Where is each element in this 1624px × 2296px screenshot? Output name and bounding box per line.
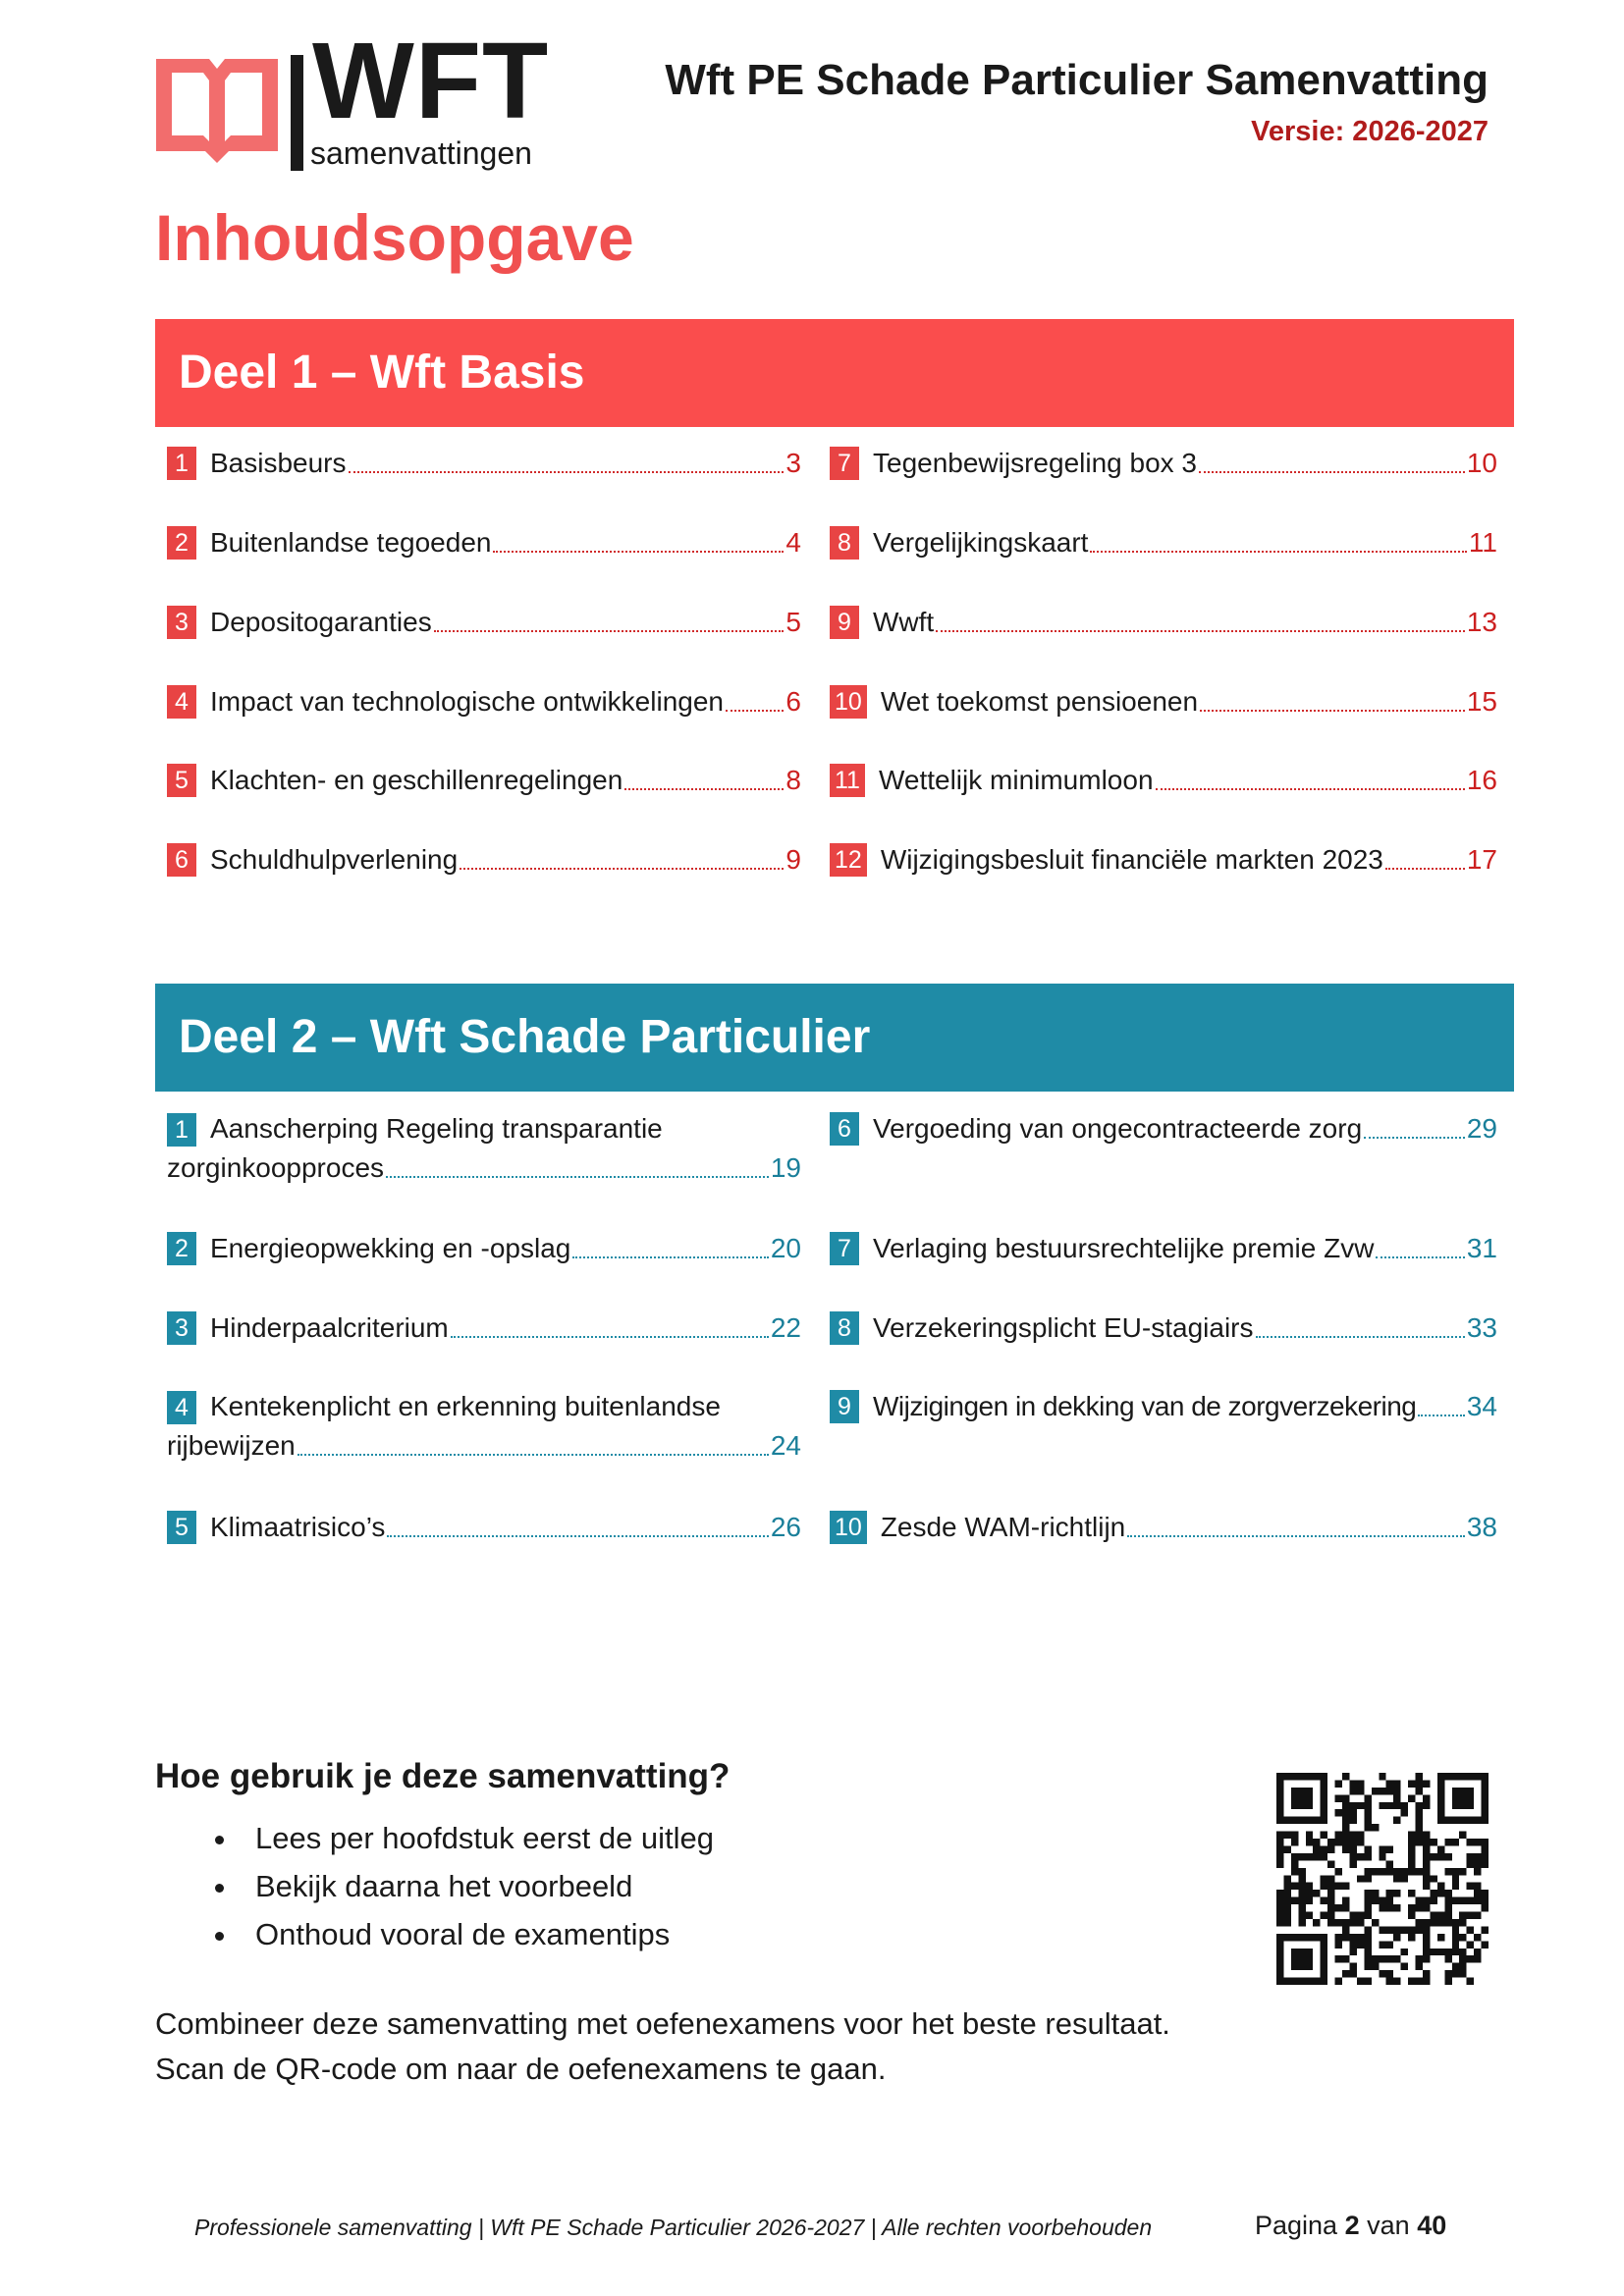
chapter-number: 12 bbox=[830, 843, 867, 877]
chapter-number: 7 bbox=[830, 447, 859, 480]
chapter-title: Vergoeding van ongecontracteerde zorg bbox=[873, 1113, 1363, 1144]
dot-leader bbox=[1200, 710, 1465, 712]
page-number: 4 bbox=[785, 527, 801, 558]
chapter-title: Buitenlandse tegoeden bbox=[210, 527, 492, 558]
chapter-title: Basisbeurs bbox=[210, 448, 347, 478]
toc-entry[interactable] bbox=[830, 444, 1497, 483]
page-number: 9 bbox=[785, 844, 801, 875]
toc-entry[interactable] bbox=[830, 1387, 1497, 1426]
chapter-number: 3 bbox=[167, 1311, 196, 1345]
chapter-title: Wet toekomst pensioenen bbox=[880, 686, 1199, 717]
dot-leader bbox=[572, 1256, 768, 1258]
page-number: 33 bbox=[1466, 1312, 1497, 1343]
usage-list bbox=[196, 1814, 714, 1958]
usage-item: • Lees per hoofdstuk eerst de uitleg bbox=[240, 1814, 714, 1862]
chapter-title: Energieopwekking en -opslag bbox=[210, 1233, 571, 1263]
footer-text: Professionele samenvatting | Wft PE Schade Particulier 2026-2027 | Alle rechten voorbehouden bbox=[194, 2215, 1153, 2240]
total-pages: 40 bbox=[1417, 2211, 1447, 2240]
current-page: 2 bbox=[1344, 2211, 1360, 2240]
page-number: 22 bbox=[770, 1312, 801, 1343]
toc-entry[interactable] bbox=[830, 1308, 1497, 1348]
chapter-number: 8 bbox=[830, 526, 859, 560]
dot-leader bbox=[1256, 1336, 1465, 1338]
closing-text: Scan de QR-code om naar de oefenexamens te gaan. bbox=[155, 2052, 887, 2086]
dot-leader bbox=[451, 1336, 769, 1338]
page-indicator bbox=[1255, 2211, 1446, 2241]
dot-leader bbox=[493, 551, 784, 553]
section-header-deel1: Deel 1 – Wft Basis bbox=[155, 319, 1514, 427]
dot-leader bbox=[1199, 471, 1465, 473]
page-number: 20 bbox=[770, 1233, 801, 1263]
chapter-number: 8 bbox=[830, 1311, 859, 1345]
document-version: Versie: 2026-2027 bbox=[1251, 116, 1489, 147]
toc-entry[interactable] bbox=[167, 1387, 801, 1466]
chapter-number: 6 bbox=[167, 843, 196, 877]
dot-leader bbox=[1376, 1256, 1464, 1258]
chapter-title: Hinderpaalcriterium bbox=[210, 1312, 449, 1343]
chapter-title: Wwft bbox=[873, 607, 935, 637]
chapter-title: Aanscherping Regeling transparantie bbox=[210, 1113, 663, 1144]
toc-entry[interactable] bbox=[830, 1229, 1497, 1268]
chapter-number: 3 bbox=[167, 606, 196, 639]
chapter-title: Kentekenplicht en erkenning buitenlandse bbox=[210, 1391, 721, 1421]
dot-leader bbox=[1418, 1415, 1464, 1416]
page-number: 3 bbox=[785, 448, 801, 478]
usage-title: Hoe gebruik je deze samenvatting? bbox=[155, 1757, 731, 1795]
toc-entry[interactable] bbox=[167, 603, 801, 642]
chapter-title: Schuldhulpverlening bbox=[210, 844, 459, 875]
dot-leader bbox=[434, 630, 785, 632]
chapter-number: 10 bbox=[830, 685, 867, 719]
toc-entry[interactable] bbox=[167, 682, 801, 721]
chapter-title-continued: zorginkoopproces bbox=[167, 1152, 385, 1183]
chapter-title: Klimaatrisico’s bbox=[210, 1512, 386, 1542]
chapter-title: Wijzigingsbesluit financiële markten 2023 bbox=[880, 844, 1383, 875]
chapter-title: Wijzigingen in dekking van de zorgverzekering bbox=[873, 1391, 1417, 1421]
chapter-number: 5 bbox=[167, 1511, 196, 1544]
dot-leader bbox=[624, 788, 784, 790]
dot-leader bbox=[1090, 551, 1466, 553]
dot-leader bbox=[1385, 868, 1465, 870]
page-number: 34 bbox=[1466, 1391, 1497, 1421]
toc-entry[interactable] bbox=[167, 1508, 801, 1547]
page-number: 38 bbox=[1466, 1512, 1497, 1542]
page-number: 13 bbox=[1466, 607, 1497, 637]
page-number: 15 bbox=[1466, 686, 1497, 717]
chapter-number: 10 bbox=[830, 1511, 867, 1544]
toc-entry[interactable] bbox=[167, 523, 801, 562]
toc-entry[interactable] bbox=[167, 1109, 801, 1188]
dot-leader bbox=[1156, 788, 1465, 790]
chapter-number: 7 bbox=[830, 1232, 859, 1265]
chapter-number: 2 bbox=[167, 1232, 196, 1265]
toc-entry[interactable] bbox=[167, 840, 801, 880]
usage-item: • Bekijk daarna het voorbeeld bbox=[240, 1862, 714, 1910]
dot-leader bbox=[349, 471, 785, 473]
page-of: van bbox=[1367, 2211, 1410, 2240]
chapter-title: Impact van technologische ontwikkelingen bbox=[210, 686, 724, 717]
dot-leader bbox=[726, 710, 784, 712]
dot-leader bbox=[460, 868, 784, 870]
dot-leader bbox=[1127, 1535, 1465, 1537]
toc-entry[interactable] bbox=[830, 1508, 1497, 1547]
chapter-number: 4 bbox=[167, 685, 196, 719]
toc-entry[interactable] bbox=[167, 761, 801, 800]
page-number: 17 bbox=[1466, 844, 1497, 875]
chapter-title: Tegenbewijsregeling box 3 bbox=[873, 448, 1197, 478]
chapter-title: Vergelijkingskaart bbox=[873, 527, 1089, 558]
page-number: 6 bbox=[785, 686, 801, 717]
page-number: 26 bbox=[770, 1512, 801, 1542]
page-number: 19 bbox=[770, 1152, 801, 1183]
chapter-number: 4 bbox=[167, 1391, 196, 1424]
section-header-deel2: Deel 2 – Wft Schade Particulier bbox=[155, 984, 1514, 1092]
chapter-number: 5 bbox=[167, 764, 196, 797]
chapter-number: 1 bbox=[167, 447, 196, 480]
dot-leader bbox=[1364, 1137, 1465, 1139]
document-title: Wft PE Schade Particulier Samenvatting bbox=[665, 56, 1489, 104]
chapter-title: Verzekeringsplicht EU-stagiairs bbox=[873, 1312, 1254, 1343]
page-label: Pagina bbox=[1255, 2211, 1338, 2240]
chapter-number: 11 bbox=[830, 764, 865, 797]
page-number: 31 bbox=[1466, 1233, 1497, 1263]
toc-entry[interactable] bbox=[830, 603, 1497, 642]
page-number: 8 bbox=[785, 765, 801, 795]
toc-entry[interactable] bbox=[830, 761, 1497, 800]
toc-entry[interactable] bbox=[167, 1229, 801, 1268]
open-book-icon bbox=[152, 55, 282, 167]
logo-subtitle: samenvattingen bbox=[310, 135, 532, 171]
dot-leader bbox=[386, 1176, 769, 1178]
page-number: 11 bbox=[1468, 527, 1497, 558]
toc-entry[interactable] bbox=[830, 523, 1497, 562]
page-number: 5 bbox=[785, 607, 801, 637]
usage-item: • Onthoud vooral de examentips bbox=[240, 1910, 714, 1958]
chapter-title: Zesde WAM-richtlijn bbox=[880, 1512, 1126, 1542]
page-number: 16 bbox=[1466, 765, 1497, 795]
closing-text: Combineer deze samenvatting met oefenexamens voor het beste resultaat. bbox=[155, 2006, 1170, 2041]
chapter-number: 2 bbox=[167, 526, 196, 560]
toc-entry[interactable] bbox=[830, 840, 1497, 880]
toc-entry[interactable] bbox=[830, 682, 1497, 721]
logo-divider bbox=[291, 55, 303, 171]
page-number: 10 bbox=[1466, 448, 1497, 478]
chapter-number: 6 bbox=[830, 1112, 859, 1146]
dot-leader bbox=[298, 1454, 769, 1456]
dot-leader bbox=[387, 1535, 768, 1537]
chapter-title: Verlaging bestuursrechtelijke premie Zvw bbox=[873, 1233, 1375, 1263]
dot-leader bbox=[936, 630, 1465, 632]
toc-entry[interactable] bbox=[167, 1308, 801, 1348]
page-number: 29 bbox=[1466, 1113, 1497, 1144]
chapter-number: 1 bbox=[167, 1113, 196, 1147]
qr-code[interactable] bbox=[1276, 1773, 1489, 1985]
toc-heading: Inhoudsopgave bbox=[155, 201, 634, 274]
toc-entry[interactable] bbox=[167, 444, 801, 483]
chapter-number: 9 bbox=[830, 606, 859, 639]
chapter-title: Wettelijk minimumloon bbox=[878, 765, 1154, 795]
chapter-title-continued: rijbewijzen bbox=[167, 1430, 296, 1461]
toc-entry[interactable] bbox=[830, 1109, 1497, 1148]
logo-text: WFT bbox=[312, 21, 550, 141]
chapter-title: Klachten- en geschillenregelingen bbox=[210, 765, 623, 795]
chapter-title: Depositogaranties bbox=[210, 607, 432, 637]
chapter-number: 9 bbox=[830, 1390, 859, 1423]
page-number: 24 bbox=[770, 1430, 801, 1461]
